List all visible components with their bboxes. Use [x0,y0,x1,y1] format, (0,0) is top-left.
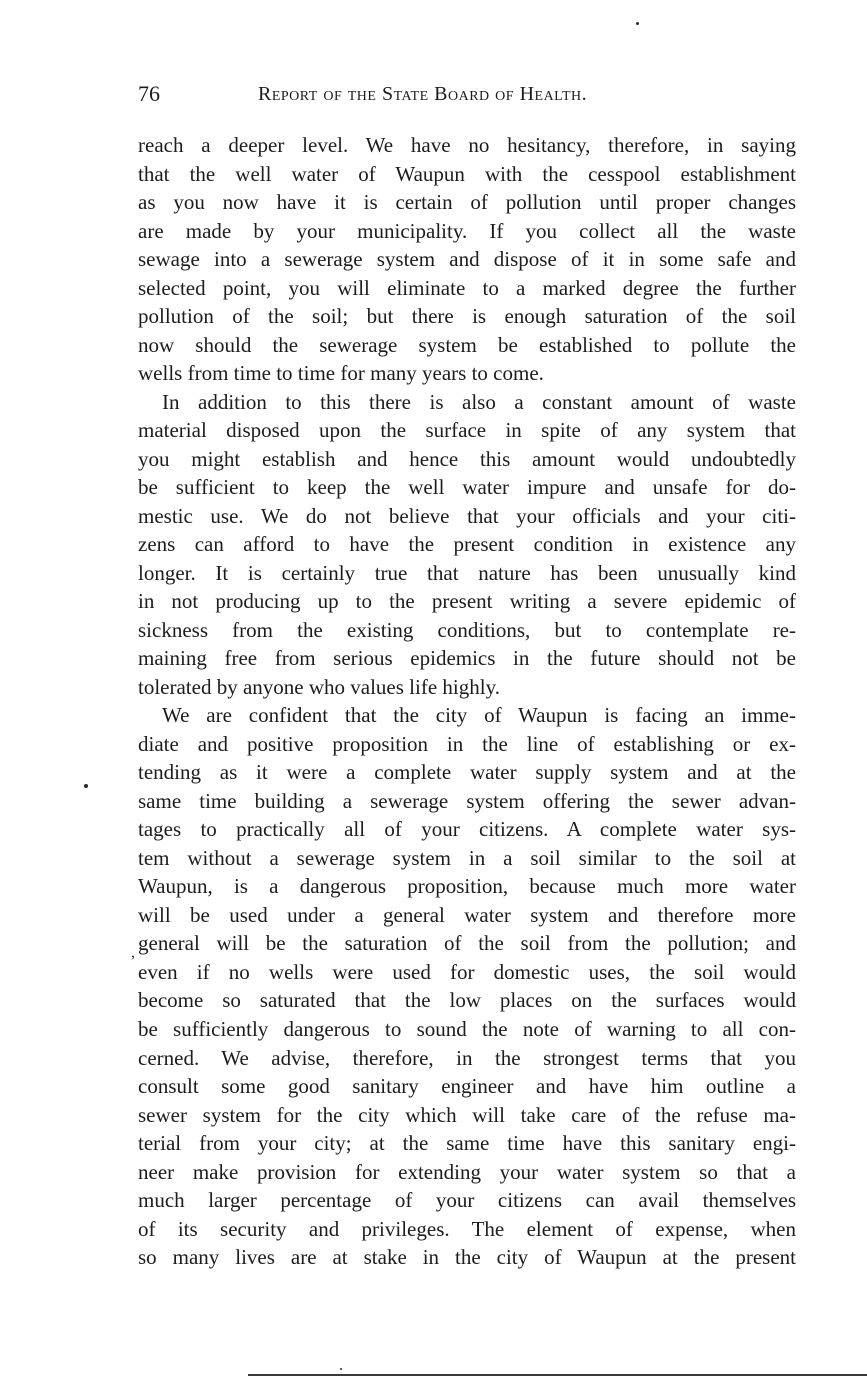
text-line: so many lives are at stake in the city of Waupun at the present [138,1245,796,1270]
text-line: tem without a sewerage system in a soil similar to the soil at [138,845,796,870]
text-line: be sufficient to keep the well water impure and unsafe for do- [138,475,796,500]
text-line: tolerated by anyone who values life highly. [138,674,500,699]
text-line: sewer system for the city which will take care of the refuse ma- [138,1102,796,1127]
text-line: sickness from the existing conditions, but to contemplate re- [138,617,796,642]
text-line: much larger percentage of your citizens can avail themselves [138,1188,796,1213]
scan-speck [84,784,88,788]
text-line: become so saturated that the low places on the surfaces would [138,988,796,1013]
text-line: you might establish and hence this amount would undoubtedly [138,446,796,471]
text-line: that the well water of Waupun with the cesspool establishment [138,161,796,186]
text-line: are made by your municipality. If you collect all the waste [138,218,796,243]
scan-speck [636,22,639,25]
text-line: neer make provision for extending your water system so that a [138,1159,796,1184]
text-line: of its security and privileges. The element of expense, when [138,1216,796,1241]
body-text [138,131,796,1272]
text-line: Waupun, is a dangerous proposition, because much more water [138,874,796,899]
text-line: pollution of the soil; but there is enough saturation of the soil [138,304,796,329]
text-line: be sufficiently dangerous to sound the note of warning to all con- [138,1016,796,1041]
text-line: selected point, you will eliminate to a marked degree the further [138,275,796,300]
text-line: diate and positive proposition in the line of establishing or ex- [138,731,796,756]
page-number: 76 [138,81,160,106]
text-line: material disposed upon the surface in spite of any system that [138,418,796,443]
text-line: tending as it were a complete water supply system and at the [138,760,796,785]
text-line: In addition to this there is also a constant amount of waste [162,389,796,414]
text-line: longer. It is certainly true that nature has been unusually kind [138,560,796,585]
text-line: will be used under a general water system and therefore more [138,902,796,927]
text-line: tages to practically all of your citizens. A complete water sys- [138,817,796,842]
text-line: sewage into a sewerage system and dispose of it in some safe and [138,247,796,272]
text-line: wells from time to time for many years to come. [138,361,544,386]
text-line: mestic use. We do not believe that your officials and your citi- [138,503,796,528]
gutter-mark: , [131,944,135,961]
text-line: reach a deeper level. We have no hesitancy, therefore, in saying [138,133,796,157]
text-line: zens can afford to have the present condition in existence any [138,532,796,557]
text-line: general will be the saturation of the soil from the pollution; and [138,931,796,956]
text-line: now should the sewerage system be established to pollute the [138,332,796,357]
text-line: in not producing up to the present writing a severe epidemic of [138,589,796,614]
text-line: as you now have it is certain of pollution until proper changes [138,190,796,215]
text-line: We are confident that the city of Waupun is facing an imme- [162,703,796,728]
text-line: same time building a sewerage system offering the sewer advan- [138,788,796,813]
text-line: consult some good sanitary engineer and have him outline a [138,1074,796,1099]
text-line: cerned. We advise, therefore, in the strongest terms that you [138,1045,796,1070]
text-line: terial from your city; at the same time have this sanitary engi- [138,1131,796,1156]
text-line: maining free from serious epidemics in the future should not be [138,646,796,671]
page-edge-rule [248,1374,867,1376]
text-line: even if no wells were used for domestic uses, the soil would [138,959,796,984]
scan-speck [340,1368,342,1370]
running-head: Report of the State Board of Health. [258,83,588,105]
